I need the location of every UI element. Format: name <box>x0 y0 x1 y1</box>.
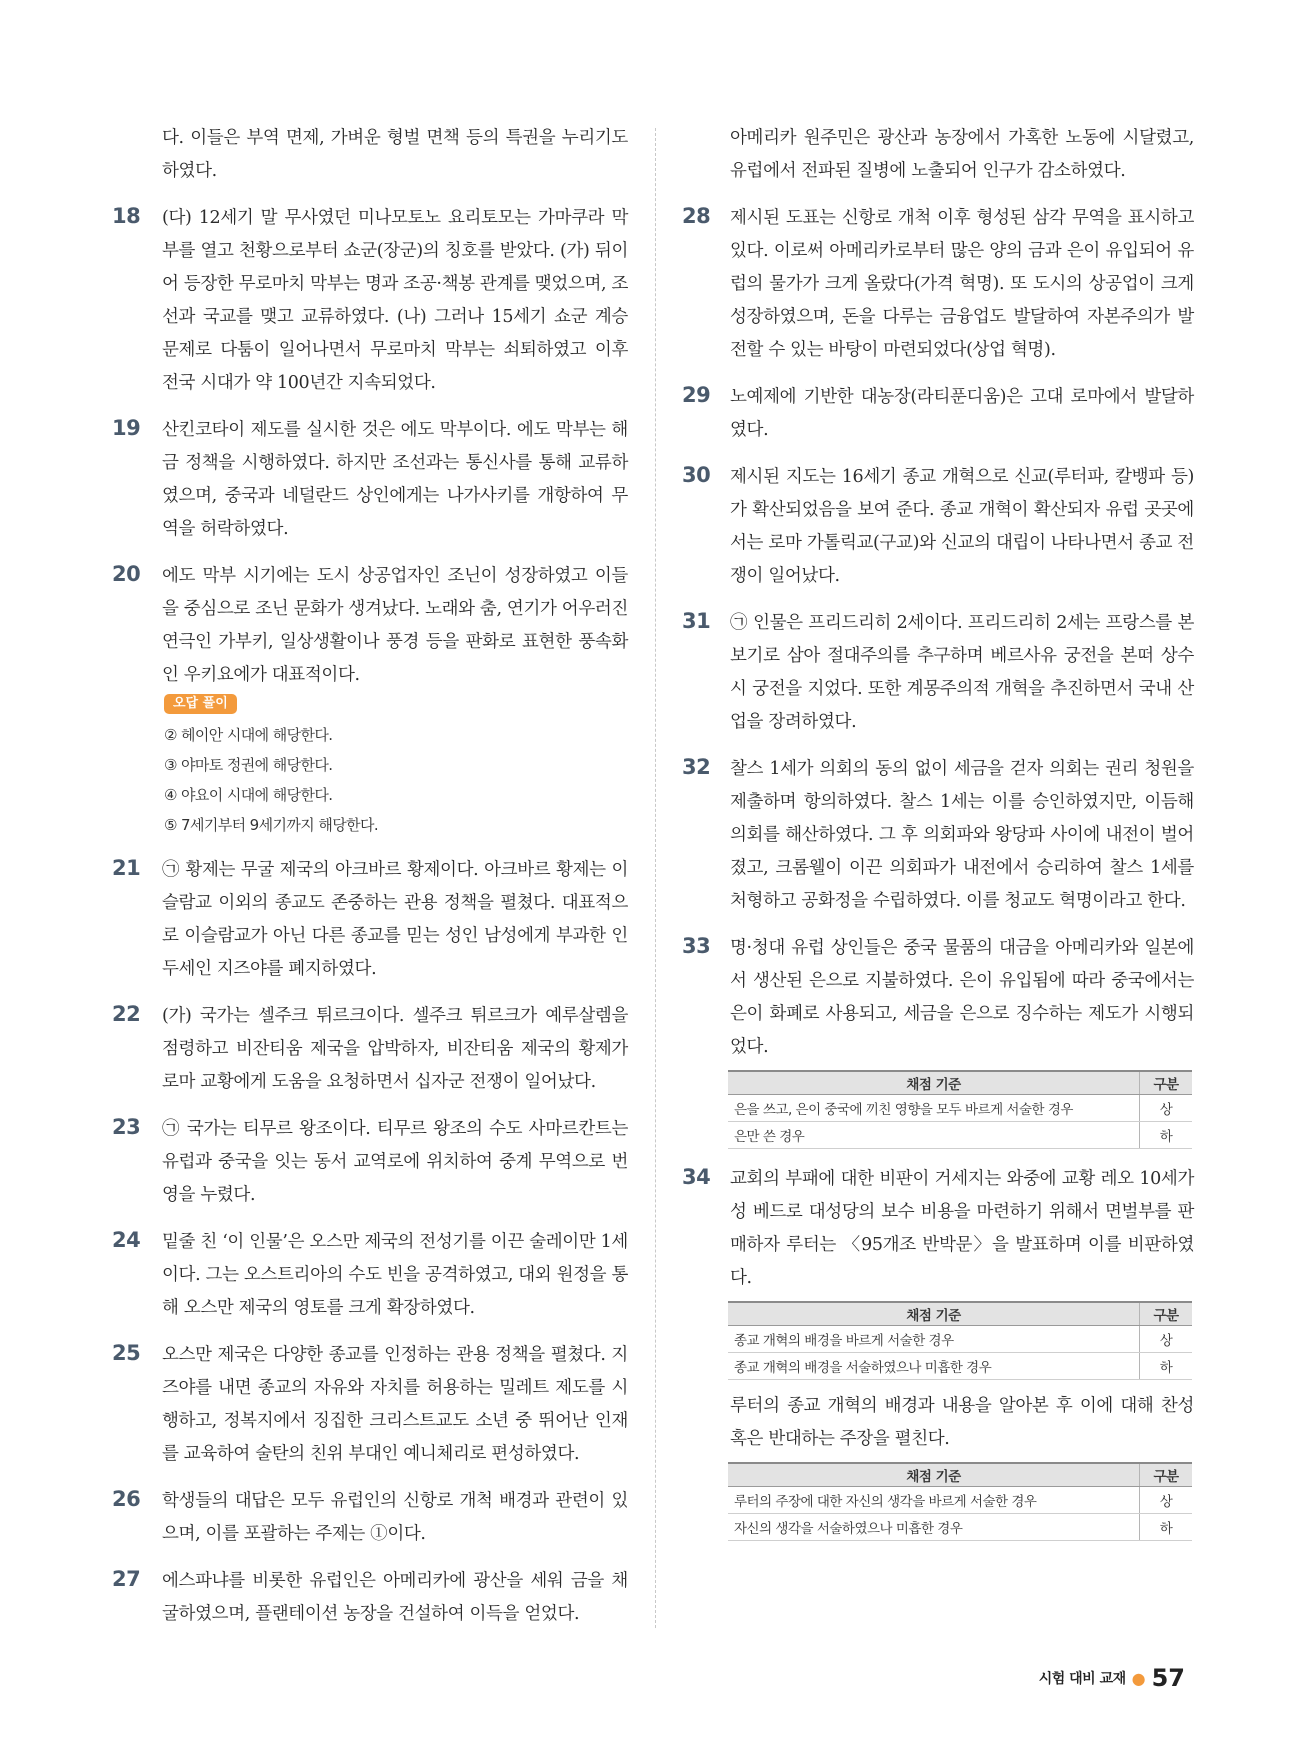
answer-20 <box>112 560 628 840</box>
question-number: 22 <box>112 1002 141 1026</box>
grade-cell: 하 <box>1140 1514 1193 1541</box>
answer-29 <box>682 381 1194 447</box>
answer-27 <box>112 1565 628 1631</box>
table-row <box>728 1487 1192 1514</box>
answer-32 <box>682 753 1194 918</box>
wrong-answer-list <box>164 720 628 840</box>
table-header-row <box>728 1302 1192 1326</box>
question-number: 26 <box>112 1487 141 1511</box>
table-header-row <box>728 1071 1192 1095</box>
answer-28 <box>682 202 1194 367</box>
question-number: 29 <box>682 383 711 407</box>
criteria-cell: 자신의 생각을 서술하였으나 미흡한 경우 <box>728 1514 1140 1541</box>
table-header-row <box>728 1463 1192 1487</box>
grade-cell: 상 <box>1140 1487 1193 1514</box>
answer-text: 에스파냐를 비롯한 유럽인은 아메리카에 광산을 세워 금을 채굴하였으며, 플랜테이션 농장을 건설하여 이득을 얻었다. <box>162 1571 628 1624</box>
answer-text: 학생들의 대답은 모두 유럽인의 신항로 개척 배경과 관련이 있으며, 이를 포괄하는 주제는 ①이다. <box>162 1491 628 1544</box>
right-column <box>682 122 1194 1555</box>
answer-text: 산킨코타이 제도를 실시한 것은 에도 막부이다. 에도 막부는 해금 정책을 시행하였다. 하지만 조선과는 통신사를 통해 교류하였으며, 중국과 네덜란드 상인에게는 나가사키를 개항하여 무역을 허락하였다. <box>162 420 628 539</box>
question-number: 19 <box>112 416 141 440</box>
answer-text: (다) 12세기 말 무사였던 미나모토노 요리토모는 가마쿠라 막부를 열고 천황으로부터 쇼군(장군)의 칭호를 받았다. (가) 뒤이어 등장한 무로마치 막부는 명과 조공·책봉 관계를 맺었으며, 조선과 국교를 맺고 교류하였다. (나) 그러나 15세기 쇼군 계승 문제로 다툼이 일어나면서 무로마치 막부는 쇠퇴하였고 이후 전국 시대가 약 100년간 지속되었다. <box>162 208 629 393</box>
answer-text: 찰스 1세가 의회의 동의 없이 세금을 걷자 의회는 권리 청원을 제출하며 항의하였다. 찰스 1세는 이를 승인하였지만, 이듬해 의회를 해산하였다. 그 후 의회파와 왕당파 사이에 내전이 벌어졌고, 크롬웰이 이끈 의회파가 내전에서 승리하여 찰스 1세를 처형하고 공화정을 수립하였다. 이를 청교도 혁명이라고 한다. <box>730 759 1194 911</box>
answer-19 <box>112 414 628 546</box>
answer-text: 제시된 도표는 신항로 개척 이후 형성된 삼각 무역을 표시하고 있다. 이로써 아메리카로부터 많은 양의 금과 은이 유입되어 유럽의 물가가 크게 올랐다(가격 혁명). 또 도시의 상공업이 크게 성장하였으며, 돈을 다루는 금융업도 발달하여 자본주의가 발전할 수 있는 바탕이 마련되었다(상업 혁명). <box>730 208 1194 360</box>
continuation-text: 아메리카 원주민은 광산과 농장에서 가혹한 노동에 시달렸고, 유럽에서 전파된 질병에 노출되어 인구가 감소하였다. <box>730 128 1194 181</box>
answer-30 <box>682 461 1194 593</box>
header-criteria: 채점 기준 <box>728 1071 1140 1095</box>
page-footer <box>1039 1664 1185 1692</box>
list-item: ② 헤이안 시대에 해당한다. <box>164 726 333 744</box>
header-grade: 구분 <box>1140 1302 1193 1326</box>
list-item: ⑤ 7세기부터 9세기까지 해당한다. <box>164 816 379 834</box>
answer-33 <box>682 932 1194 1149</box>
footer-title: 시험 대비 교재 <box>1038 1671 1126 1687</box>
answer-21 <box>112 854 628 986</box>
answer-34 <box>682 1163 1194 1541</box>
answer-23 <box>112 1113 628 1212</box>
answer-text-2: 루터의 종교 개혁의 배경과 내용을 알아본 후 이에 대해 찬성 혹은 반대하는 주장을 펼친다. <box>730 1396 1194 1449</box>
list-item: ④ 야요이 시대에 해당한다. <box>164 786 333 804</box>
answer-text: (가) 국가는 셀주크 튀르크이다. 셀주크 튀르크가 예루살렘을 점령하고 비잔티움 제국을 압박하자, 비잔티움 제국의 황제가 로마 교황에게 도움을 요청하면서 십자군 전쟁이 일어났다. <box>162 1006 628 1092</box>
header-grade: 구분 <box>1140 1071 1193 1095</box>
question-number: 21 <box>112 856 141 880</box>
question-number: 34 <box>682 1165 711 1189</box>
question-number: 24 <box>112 1228 141 1252</box>
answer-text: 밑줄 친 ‘이 인물’은 오스만 제국의 전성기를 이끈 술레이만 1세이다. 그는 오스트리아의 수도 빈을 공격하였고, 대외 원정을 통해 오스만 제국의 영토를 크게 확장하였다. <box>162 1232 629 1318</box>
criteria-cell: 은만 쓴 경우 <box>728 1122 1140 1149</box>
question-number: 32 <box>682 755 711 779</box>
answer-25 <box>112 1339 628 1471</box>
question-number: 33 <box>682 934 711 958</box>
header-criteria: 채점 기준 <box>728 1463 1140 1487</box>
table-row <box>728 1122 1192 1149</box>
answer-text: 명·청대 유럽 상인들은 중국 물품의 대금을 아메리카와 일본에서 생산된 은으로 지불하였다. 은이 유입됨에 따라 중국에서는 은이 화폐로 사용되고, 세금을 은으로 징수하는 제도가 시행되었다. <box>730 938 1194 1057</box>
continuation-text: 다. 이들은 부역 면제, 가벼운 형벌 면책 등의 특권을 누리기도 하였다. <box>162 128 628 181</box>
grade-cell: 상 <box>1140 1326 1193 1353</box>
column-divider <box>655 128 656 1628</box>
question-number: 28 <box>682 204 711 228</box>
answer-text: 제시된 지도는 16세기 종교 개혁으로 신교(루터파, 칼뱅파 등)가 확산되었음을 보여 준다. 종교 개혁이 확산되자 유럽 곳곳에서는 로마 가톨릭교(구교)와 신교의 대립이 나타나면서 종교 전쟁이 일어났다. <box>730 467 1194 586</box>
scoring-table <box>728 1301 1192 1380</box>
answer-26 <box>112 1485 628 1551</box>
answer-text: ㉠ 인물은 프리드리히 2세이다. 프리드리히 2세는 프랑스를 본보기로 삼아 절대주의를 추구하며 베르사유 궁전을 본떠 상수시 궁전을 지었다. 또한 계몽주의적 개혁을 추진하면서 국내 산업을 장려하였다. <box>730 613 1194 732</box>
answer-text: ㉠ 황제는 무굴 제국의 아크바르 황제이다. 아크바르 황제는 이슬람교 이외의 종교도 존중하는 관용 정책을 펼쳤다. 대표적으로 이슬람교가 아닌 다른 종교를 믿는 성인 남성에게 부과한 인두세인 지즈야를 폐지하였다. <box>162 860 628 979</box>
answer-24 <box>112 1226 628 1325</box>
answer-31 <box>682 607 1194 739</box>
table-row <box>728 1514 1192 1541</box>
answer-18 <box>112 202 628 400</box>
criteria-cell: 종교 개혁의 배경을 바르게 서술한 경우 <box>728 1326 1140 1353</box>
grade-cell: 하 <box>1140 1122 1193 1149</box>
criteria-cell: 루터의 주장에 대한 자신의 생각을 바르게 서술한 경우 <box>728 1487 1140 1514</box>
table-row <box>728 1353 1192 1380</box>
answer-text: ㉠ 국가는 티무르 왕조이다. 티무르 왕조의 수도 사마르칸트는 유럽과 중국을 잇는 동서 교역로에 위치하여 중계 무역으로 번영을 누렸다. <box>162 1119 628 1205</box>
header-grade: 구분 <box>1140 1463 1193 1487</box>
question-number: 23 <box>112 1115 141 1139</box>
table-row <box>728 1326 1192 1353</box>
answer-text: 교회의 부패에 대한 비판이 거세지는 와중에 교황 레오 10세가 성 베드로 대성당의 보수 비용을 마련하기 위해서 면벌부를 판매하자 루터는 〈95개조 반박문〉을 발표하며 이를 비판하였다. <box>730 1169 1194 1288</box>
question-number: 27 <box>112 1567 141 1591</box>
answer-text: 노예제에 기반한 대농장(라티푼디움)은 고대 로마에서 발달하였다. <box>730 387 1194 440</box>
question-number: 25 <box>112 1341 141 1365</box>
scoring-table <box>728 1070 1192 1149</box>
grade-cell: 하 <box>1140 1353 1193 1380</box>
answer-text: 오스만 제국은 다양한 종교를 인정하는 관용 정책을 펼쳤다. 지즈야를 내면 종교의 자유와 자치를 허용하는 밀레트 제도를 시행하고, 정복지에서 징집한 크리스트교도 소년 중 뛰어난 인재를 교육하여 술탄의 친위 부대인 예니체리로 편성하였다. <box>162 1345 628 1464</box>
left-column <box>112 122 628 1645</box>
scoring-table-2 <box>728 1462 1192 1541</box>
header-criteria: 채점 기준 <box>728 1302 1140 1326</box>
question-number: 18 <box>112 204 141 228</box>
answer-text: 에도 막부 시기에는 도시 상공업자인 조닌이 성장하였고 이들을 중심으로 조닌 문화가 생겨났다. 노래와 춤, 연기가 어우러진 연극인 가부키, 일상생활이나 풍경 등을 판화로 표현한 풍속화인 우키요에가 대표적이다. <box>162 566 629 685</box>
answer-22 <box>112 1000 628 1099</box>
question-number: 31 <box>682 609 711 633</box>
criteria-cell: 종교 개혁의 배경을 서술하였으나 미흡한 경우 <box>728 1353 1140 1380</box>
dot-separator-icon: ● <box>1131 1668 1146 1688</box>
table-row <box>728 1095 1192 1122</box>
criteria-cell: 은을 쓰고, 은이 중국에 끼친 영향을 모두 바르게 서술한 경우 <box>728 1095 1140 1122</box>
question-number: 30 <box>682 463 711 487</box>
list-item: ③ 야마토 정권에 해당한다. <box>164 756 333 774</box>
question-number: 20 <box>112 562 141 586</box>
wrong-answer-badge: 오답 풀이 <box>164 694 237 714</box>
grade-cell: 상 <box>1140 1095 1193 1122</box>
page-number: 57 <box>1151 1664 1185 1692</box>
